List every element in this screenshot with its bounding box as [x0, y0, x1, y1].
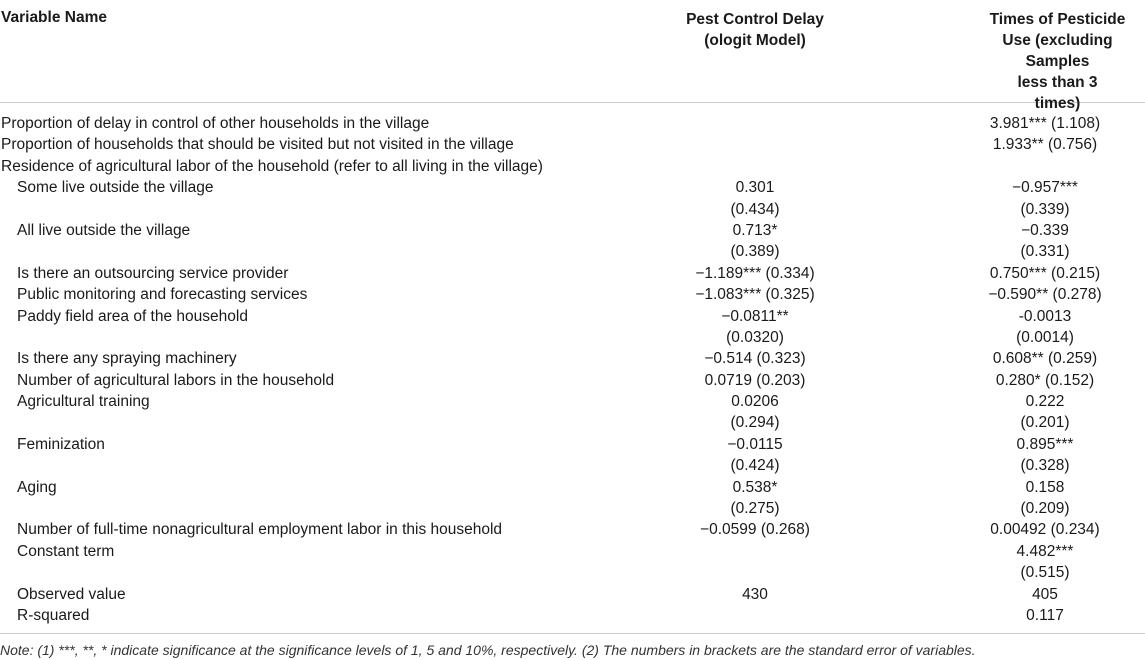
row-variable: Is there any spraying machinery: [17, 350, 237, 368]
row-pest-control-delay-value: (0.434): [730, 200, 780, 218]
row-pesticide-use-value: 1.933** (0.756): [992, 136, 1098, 154]
table-note: Note: (1) ***, **, * indicate significance at the significance levels of 1, 5 and 10%, respectively. (2) The numbers in brackets are the standard error of variables.: [0, 633, 1145, 658]
row-pesticide-use-value: −0.339: [1021, 221, 1069, 239]
table-row: [0, 263, 1145, 284]
table-row: [0, 584, 1145, 605]
row-pest-control-delay-value: (0.294): [730, 414, 780, 432]
table-header: [0, 0, 1145, 112]
row-pest-control-delay-value: 0.301: [735, 179, 775, 197]
table-row: [0, 412, 1145, 433]
row-pest-control-delay-value: −0.0115: [727, 435, 783, 453]
row-variable: Agricultural training: [17, 393, 150, 411]
table-row: [0, 562, 1145, 583]
row-pest-control-delay-value: −0.514 (0.323): [704, 350, 806, 368]
table-row: [0, 370, 1145, 391]
table-row: [0, 605, 1145, 626]
row-pesticide-use-value: (0.515): [1020, 564, 1070, 582]
table-row: [0, 391, 1145, 412]
table-row: [0, 477, 1145, 498]
row-pesticide-use-value: 405: [1032, 585, 1058, 603]
row-pesticide-use-value: (0.339): [1020, 200, 1070, 218]
table-row: [0, 434, 1145, 455]
header-line: times): [1034, 95, 1081, 112]
row-pest-control-delay-value: 0.0719 (0.203): [704, 371, 806, 389]
row-pest-control-delay-value: (0.424): [730, 457, 780, 475]
row-variable: All live outside the village: [17, 221, 191, 239]
row-pesticide-use-value: 0.222: [1025, 393, 1065, 411]
row-pesticide-use-value: −0.590** (0.278): [988, 286, 1102, 304]
row-pesticide-use-value: (0.209): [1020, 500, 1070, 518]
row-variable: Proportion of households that should be visited but not visited in the village: [1, 136, 514, 154]
row-variable: Observed value: [17, 585, 126, 603]
row-pest-control-delay-value: (0.275): [730, 500, 780, 518]
row-pest-control-delay-value: (0.0320): [726, 328, 784, 346]
row-pesticide-use-value: 0.158: [1025, 478, 1065, 496]
table-row: [0, 134, 1145, 155]
row-variable: Number of full-time nonagricultural employment labor in this household: [17, 521, 503, 539]
row-variable: Residence of agricultural labor of the household (refer to all living in the village): [1, 157, 543, 175]
table-row: [0, 327, 1145, 348]
row-variable: Constant term: [17, 542, 115, 560]
row-pest-control-delay-value: −1.189*** (0.334): [695, 264, 815, 282]
table-row: [0, 519, 1145, 540]
row-pesticide-use-value: (0.201): [1020, 414, 1070, 432]
row-variable: Some live outside the village: [17, 179, 214, 197]
table-row: [0, 220, 1145, 241]
row-pest-control-delay-value: 430: [742, 585, 768, 603]
header-line: less than 3: [1017, 74, 1098, 91]
row-pesticide-use-value: 0.280* (0.152): [995, 371, 1095, 389]
table-row: [0, 113, 1145, 134]
row-pesticide-use-value: 0.00492 (0.234): [990, 521, 1100, 539]
table-row: [0, 306, 1145, 327]
table-row: [0, 199, 1145, 220]
row-variable: Number of agricultural labors in the household: [17, 371, 335, 389]
row-pesticide-use-value: (0.0014): [1016, 328, 1074, 346]
header-pest-control-delay: [640, 9, 870, 51]
row-variable: Proportion of delay in control of other households in the village: [1, 115, 430, 132]
table-row: [0, 498, 1145, 519]
row-pesticide-use-value: (0.328): [1020, 457, 1070, 475]
row-pest-control-delay-value: 0.538*: [732, 478, 778, 496]
row-pesticide-use-value: 3.981*** (1.108): [989, 115, 1101, 132]
table-row: [0, 284, 1145, 305]
table-row: [0, 156, 1145, 177]
row-pesticide-use-value: 0.895***: [1016, 435, 1074, 453]
row-pest-control-delay-value: 0.713*: [732, 221, 778, 239]
row-pesticide-use-value: 0.750*** (0.215): [989, 264, 1101, 282]
row-pesticide-use-value: 0.117: [1026, 606, 1064, 624]
table-row: [0, 348, 1145, 369]
row-variable: Public monitoring and forecasting services: [17, 286, 308, 304]
table-row: [0, 455, 1145, 476]
row-variable: Aging: [17, 478, 57, 496]
row-pesticide-use-value: 0.608** (0.259): [992, 350, 1098, 368]
table-row: [0, 177, 1145, 198]
row-pesticide-use-value: 4.482***: [1016, 542, 1074, 560]
table-row: [0, 541, 1145, 562]
header-line: Use (excluding Samples: [1002, 32, 1113, 70]
table-body: [0, 103, 1145, 626]
row-pest-control-delay-value: −0.0599 (0.268): [700, 521, 810, 539]
header-times-of-pesticide-use: [970, 9, 1145, 114]
row-pesticide-use-value: -0.0013: [1018, 307, 1072, 325]
row-pest-control-delay-value: −1.083*** (0.325): [695, 286, 815, 304]
row-pest-control-delay-value: 0.0206: [731, 393, 779, 411]
header-line: (ologit Model): [704, 32, 806, 49]
header-line: Times of Pesticide: [989, 11, 1126, 28]
header-line: Pest Control Delay: [686, 11, 824, 28]
row-variable: Feminization: [17, 435, 105, 453]
row-pest-control-delay-value: −0.0811**: [721, 307, 789, 325]
row-variable: Is there an outsourcing service provider: [17, 264, 289, 282]
row-pest-control-delay-value: (0.389): [730, 243, 780, 261]
table-row: [0, 241, 1145, 262]
row-pesticide-use-value: −0.957***: [1012, 179, 1078, 197]
row-pesticide-use-value: (0.331): [1020, 243, 1070, 261]
row-variable: Paddy field area of the household: [17, 307, 248, 325]
row-variable: R-squared: [17, 606, 90, 624]
header-variable-name: Variable Name: [1, 9, 107, 26]
